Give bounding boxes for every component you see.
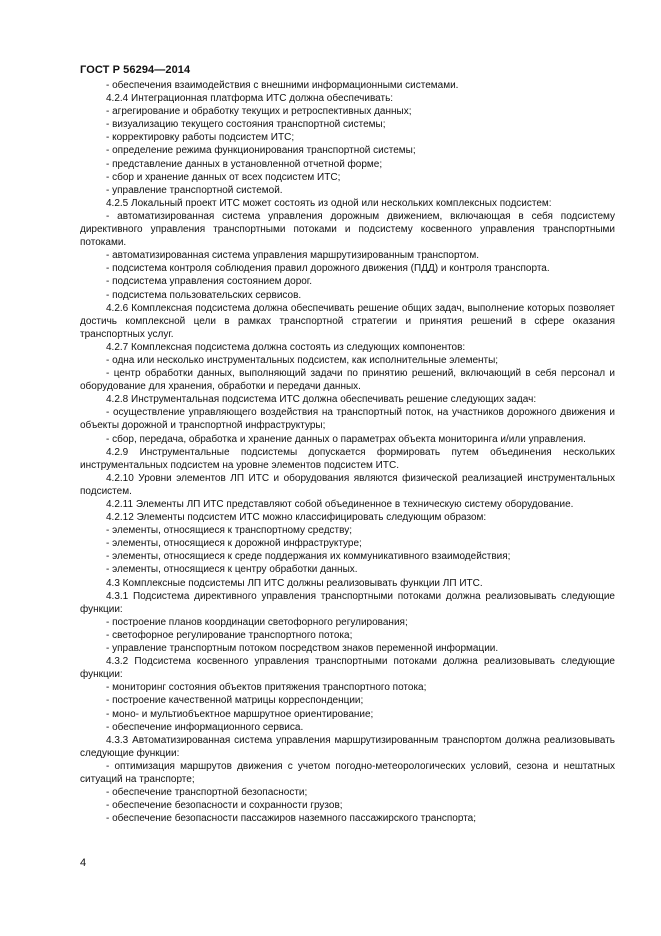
paragraph: 4.3 Комплексные подсистемы ЛП ИТС должны реализовывать функции ЛП ИТС. xyxy=(106,577,483,589)
paragraph: - обеспечение безопасности пассажиров наземного пассажирского транспорта; xyxy=(106,813,477,825)
paragraph: - подсистема пользовательских сервисов. xyxy=(106,289,302,301)
paragraph: 4.2.4 Интеграционная платформа ИТС должна обеспечивать: xyxy=(106,93,394,105)
paragraph: 4.2.11 Элементы ЛП ИТС представляют собой объединенное в техническую систему оборудование. xyxy=(106,499,574,510)
paragraph: - элементы, относящиеся к среде поддержания их коммуникативного взаимодействия; xyxy=(106,551,511,563)
paragraph: - управление транспортным потоком посредством знаков переменной информации. xyxy=(106,643,499,655)
paragraph: - оптимизация маршрутов движения с учетом погодно-метеорологических условий, сезона и нештатных ситуаций на транспорте; xyxy=(80,760,615,785)
paragraph: - автоматизированная система управления дорожным движением, включающая в себя подсистему директивного управления транспортными потоками и подсистему косвенного управления транспортными потоками. xyxy=(80,210,615,249)
paragraph: - обеспечения взаимодействия с внешними информационными системами. xyxy=(106,80,459,91)
paragraph: - элементы, относящиеся к дорожной инфраструктуре; xyxy=(106,538,362,550)
paragraph: 4.2.9 Инструментальные подсистемы допускается формировать путем объединения нескольких инструментальных подсистем на уровне элементов подсистем ИТС. xyxy=(80,446,615,471)
paragraph: - подсистема контроля соблюдения правил дорожного движения (ПДД) и контроля транспорта. xyxy=(106,263,550,275)
paragraph: - агрегирование и обработку текущих и ретроспективных данных; xyxy=(106,106,412,118)
paragraph: - обеспечение транспортной безопасности; xyxy=(106,787,308,799)
paragraph: 4.3.2 Подсистема косвенного управления транспортными потоками должна реализовывать следующие функции: xyxy=(80,656,615,681)
paragraph: 4.3.3 Автоматизированная система управления маршрутизированным транспортом должна реализовывать следующие функции: xyxy=(80,734,615,759)
paragraph: - одна или несколько инструментальных подсистем, как исполнительные элементы; xyxy=(106,354,499,366)
paragraph: - представление данных в установленной отчетной форме; xyxy=(106,158,383,170)
paragraph: 4.2.5 Локальный проект ИТС может состоять из одной или нескольких комплексных подсистем: xyxy=(106,197,552,209)
paragraph: - сбор и хранение данных от всех подсистем ИТС; xyxy=(106,171,341,183)
paragraph: - обеспечение безопасности и сохранности грузов; xyxy=(106,800,343,812)
paragraph: - автоматизированная система управления маршрутизированным транспортом. xyxy=(106,250,479,262)
standard-header: ГОСТ Р 56294—2014 xyxy=(80,64,191,76)
paragraph: - мониторинг состояния объектов притяжения транспортного потока; xyxy=(106,682,427,694)
paragraph: - визуализацию текущего состояния транспортной системы; xyxy=(106,119,386,131)
paragraph: 4.2.12 Элементы подсистем ИТС можно классифицировать следующим образом: xyxy=(106,512,487,524)
document-body xyxy=(80,79,615,825)
paragraph: - элементы, относящиеся к транспортному средству; xyxy=(106,525,352,537)
paragraph: - обеспечение информационного сервиса. xyxy=(106,721,304,733)
page-number: 4 xyxy=(80,857,87,869)
paragraph: 4.2.8 Инструментальная подсистема ИТС должна обеспечивать решение следующих задач: xyxy=(106,394,537,406)
paragraph: 4.2.6 Комплексная подсистема должна обеспечивать решение общих задач, выполнение которых позволяет достичь комплексной цели в рамках транспортной стратегии и принятия решений в сфере оказания транспортных услуг. xyxy=(80,302,615,340)
paragraph: - сбор, передача, обработка и хранение данных о параметрах объекта мониторинга и/или управления. xyxy=(106,433,586,445)
paragraph: 4.3.1 Подсистема директивного управления транспортными потоками должна реализовывать следующие функции: xyxy=(80,590,615,615)
paragraph: - корректировку работы подсистем ИТС; xyxy=(106,132,295,144)
paragraph: 4.2.7 Комплексная подсистема должна состоять из следующих компонентов: xyxy=(106,341,466,353)
paragraph: - моно- и мультиобъектное маршрутное ориентирование; xyxy=(106,708,374,720)
paragraph: - построение планов координации светофорного регулирования; xyxy=(106,616,408,628)
paragraph: - осуществление управляющего воздействия на транспортный поток, на участников дорожного движения и объекты дорожной и транспортной инфраструктуры; xyxy=(80,407,615,432)
paragraph: - элементы, относящиеся к центру обработки данных. xyxy=(106,564,358,576)
paragraph: - определение режима функционирования транспортной системы; xyxy=(106,145,416,157)
paragraph: - управление транспортной системой. xyxy=(106,184,283,196)
paragraph: - подсистема управления состоянием дорог. xyxy=(106,276,313,288)
paragraph: - построение качественной матрицы корреспонденции; xyxy=(106,695,364,707)
paragraph: - светофорное регулирование транспортного потока; xyxy=(106,629,353,641)
paragraph: 4.2.10 Уровни элементов ЛП ИТС и оборудования являются физической реализацией инструментальных подсистем. xyxy=(80,472,615,497)
paragraph: - центр обработки данных, выполняющий задачи по принятию решений, включающий в себя персонал и оборудование для хранения, обработки и передачи данных. xyxy=(80,368,615,393)
